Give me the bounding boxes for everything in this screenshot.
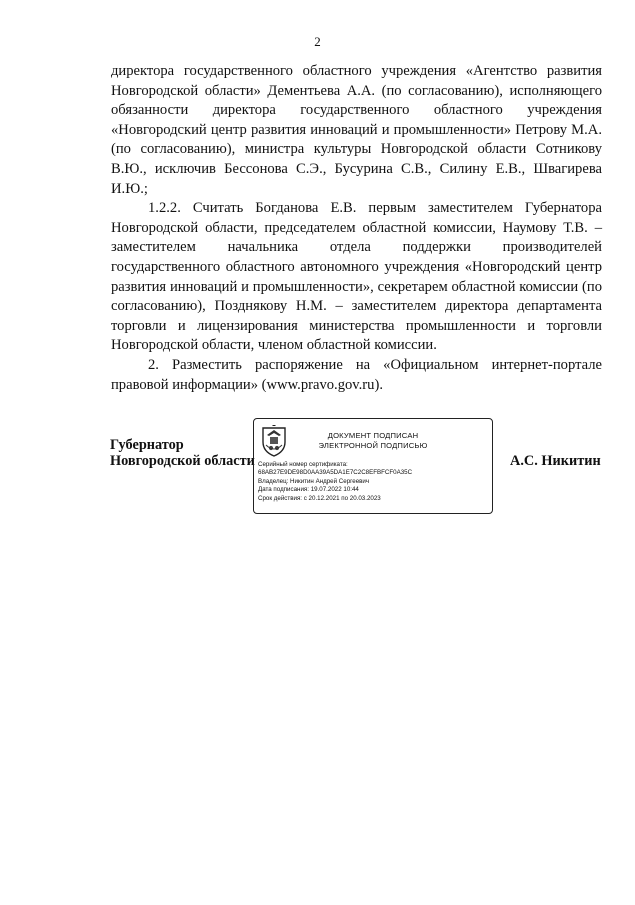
stamp-heading-line1: ДОКУМЕНТ ПОДПИСАН: [327, 431, 419, 440]
stamp-details: [258, 461, 412, 503]
stamp-owner: Владелец: Никитин Андрей Сергеевич: [258, 477, 370, 485]
signer-title: [110, 438, 255, 469]
page-number: 2: [314, 34, 321, 49]
coat-of-arms-icon: [261, 425, 287, 457]
stamp-serial-value: 68AB27E9DE98D0AA39A5DA1E7C2C8EFBFCF0A35C: [258, 469, 413, 477]
stamp-heading-line2: ЭЛЕКТРОННОЙ ПОДПИСЬЮ: [318, 440, 428, 450]
signer-title-line1: Губернатор: [110, 437, 184, 453]
document-body: [111, 62, 602, 395]
signer-name: А.С. Никитин: [510, 453, 601, 469]
stamp-signed-date: Дата подписания: 19.07.2022 10:44: [258, 486, 359, 494]
stamp-serial-label: Серийный номер сертификата:: [258, 461, 348, 468]
paragraph-2-publish: 2. Разместить распоряжение на «Официальном интернет-портале правовой информации» (www.pravo.gov.ru).: [111, 356, 602, 393]
stamp-validity: Срок действия: с 20.12.2021 по 20.03.2023: [258, 494, 381, 502]
paragraph-commission-members: директора государственного областного учреждения «Агентство развития Новгородской области» Дементьева А.А. (по согласованию), исполняющего обязанности директора государственного областного учреждения «Новгородский центр развития инноваций и промышленности» Петрову М.А. (по согласованию), министра культуры Новгородской области Сотникову В.Ю., исключив Бессонова С.Э., Бусурина С.В., Силину Е.В., Швагирева И.Ю.;: [111, 63, 602, 197]
stamp-heading: [298, 431, 448, 450]
signer-title-line2: Новгородской области: [110, 452, 255, 469]
electronic-signature-stamp: [253, 418, 493, 514]
paragraph-1-2-2: 1.2.2. Считать Богданова Е.В. первым заместителем Губернатора Новгородской области, председателем областной комиссии, Наумову Т.В. – заместителем начальника отдела поддержки производителей государственного областного автономного учреждения «Новгородский центр развития инноваций и промышленности», секретарем областной комиссии (по согласованию), Позднякову Н.М. – заместителем директора департамента торговли и лицензирования министерства промышленности и торговли Новгородской области, членом областной комиссии.: [111, 200, 602, 354]
